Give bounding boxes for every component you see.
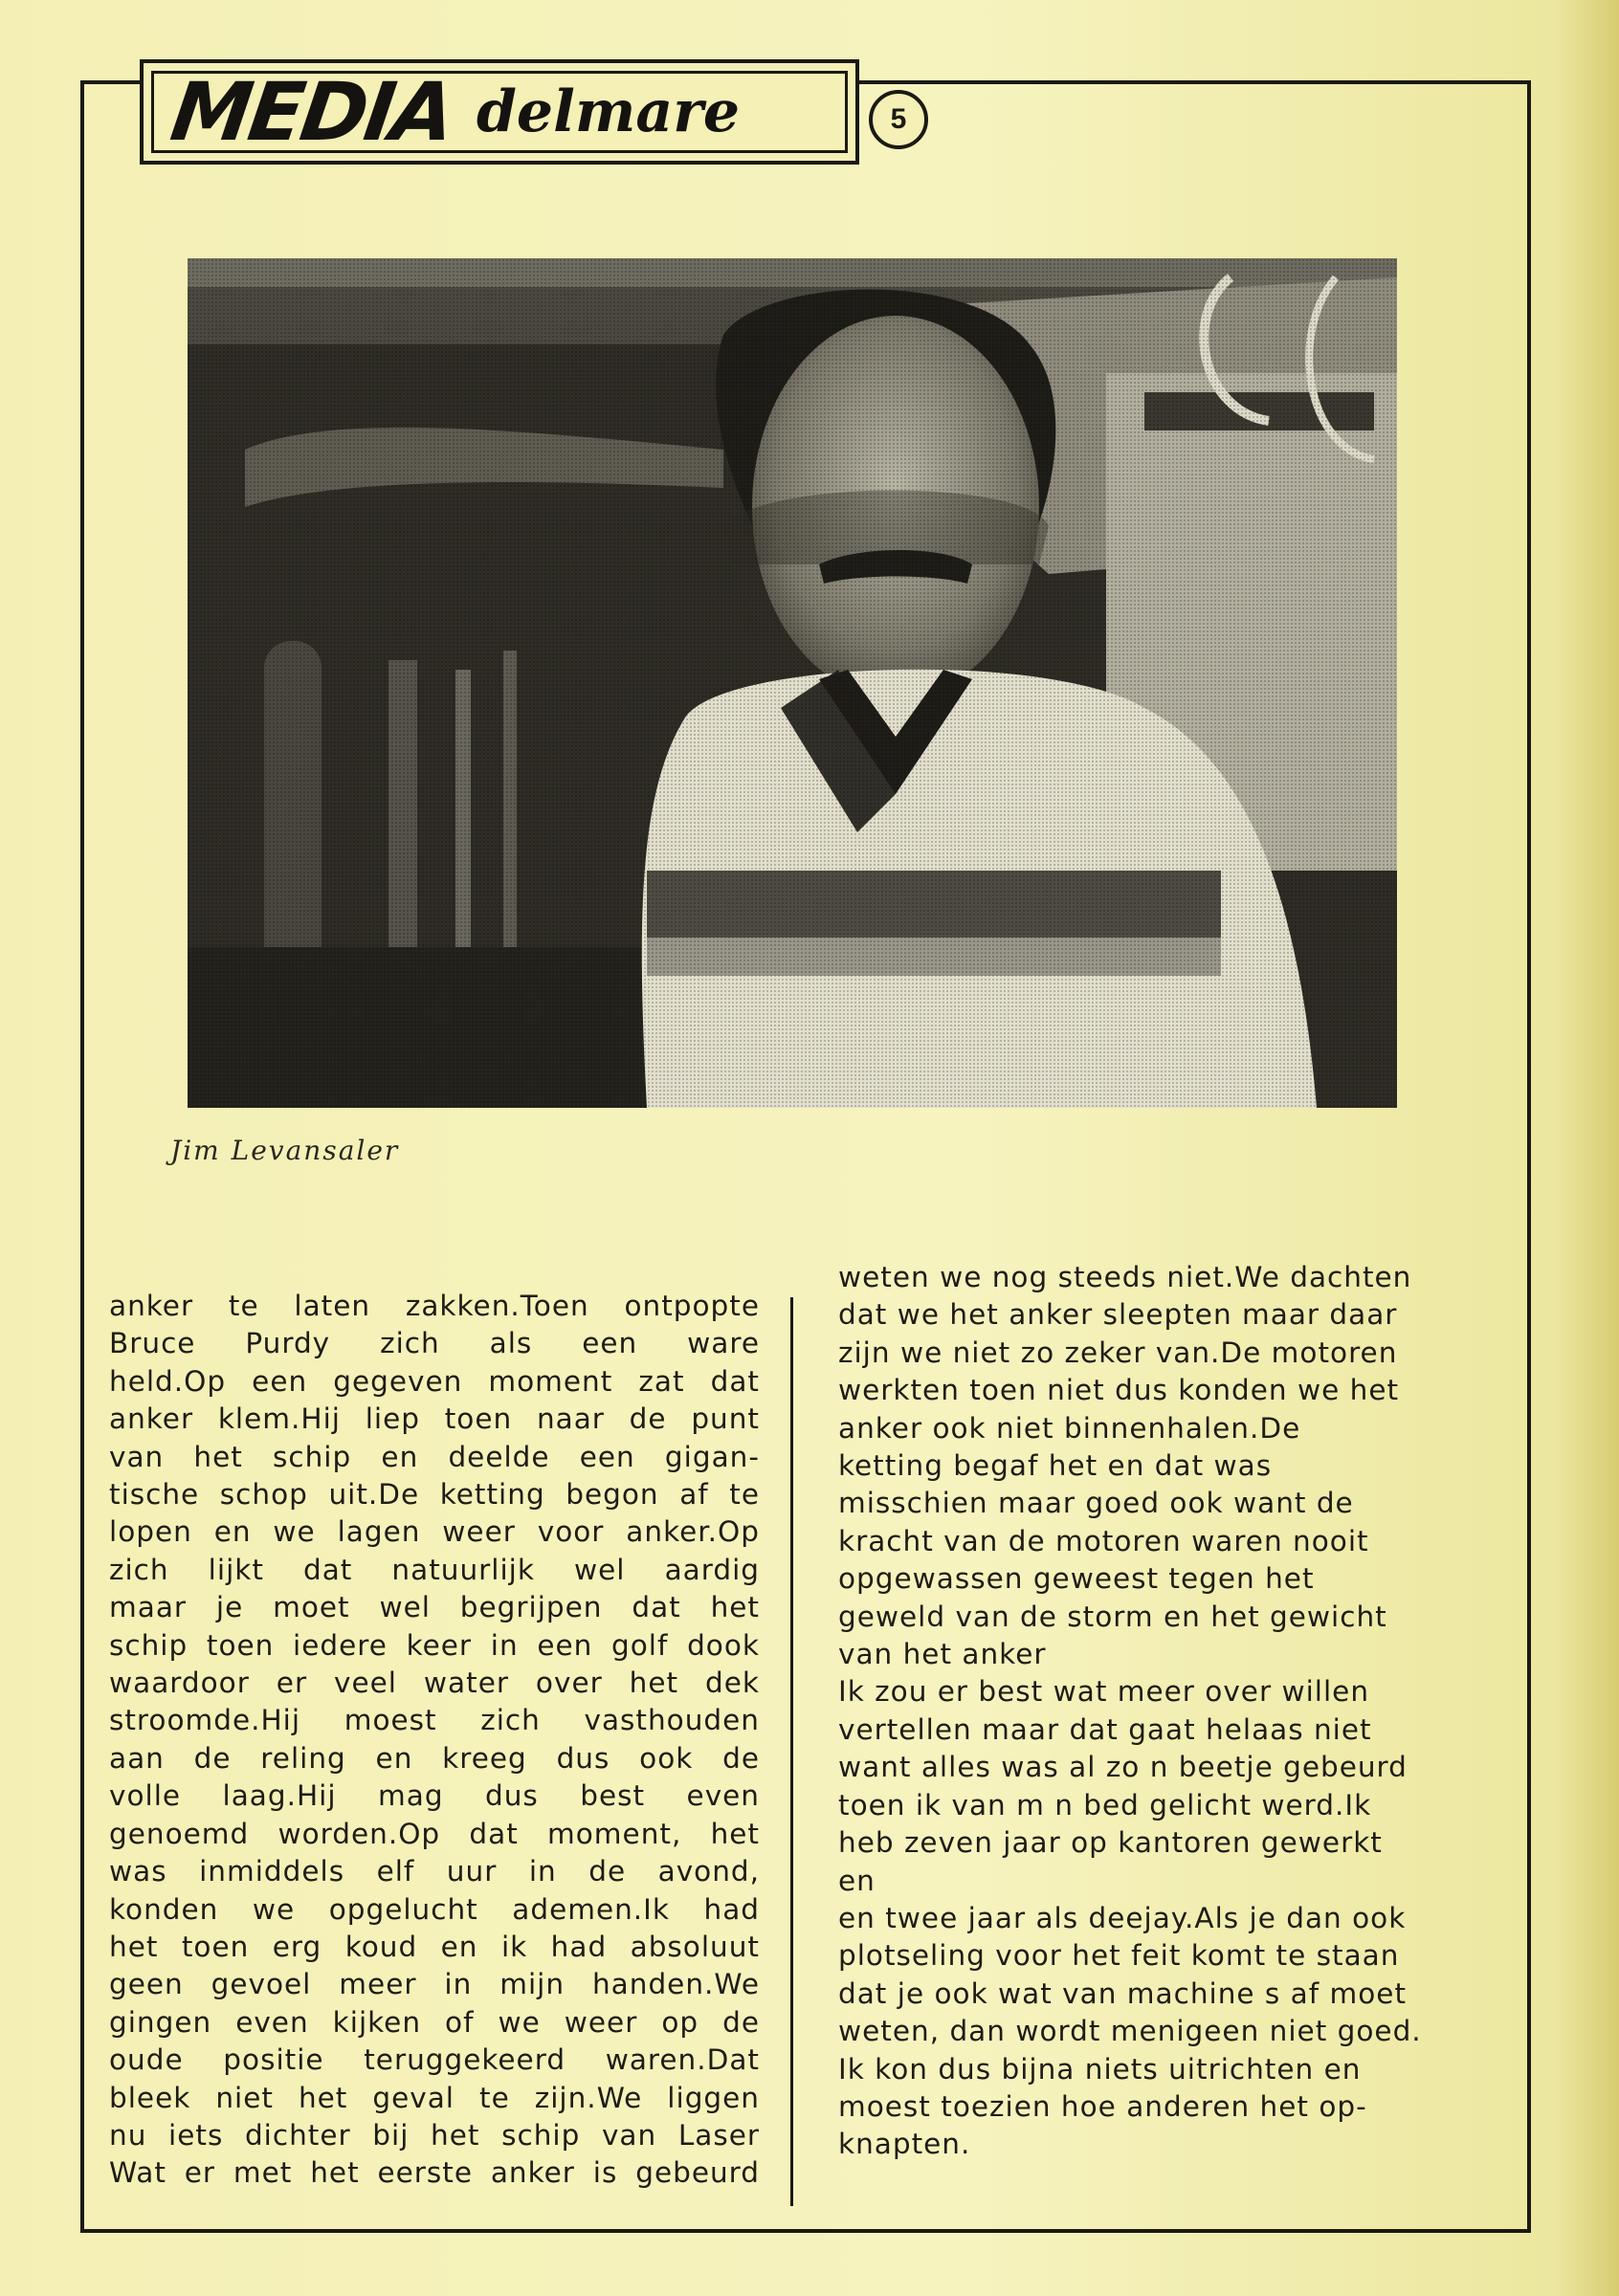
- page-number: 5: [869, 90, 928, 149]
- article-text-line: maar je moet wel begrijpen dat het: [109, 1591, 760, 1624]
- article-text-line: konden we opgelucht ademen.Ik had: [109, 1892, 760, 1926]
- article-text-line: anker te laten zakken.Toen ontpopte: [109, 1290, 760, 1322]
- brand-logo-delmare: delmare: [476, 78, 741, 145]
- article-text-line: geen gevoel meer in mijn handen.We: [109, 1968, 760, 2001]
- article-text-line: zijn we niet zo zeker van.De motoren: [838, 1336, 1398, 1369]
- article-text-line: kracht van de motoren waren nooit: [838, 1524, 1369, 1557]
- article-text-line: anker klem.Hij liep toen naar de punt: [109, 1402, 760, 1436]
- article-text-line: toen ik van m n bed gelicht werd.Ik: [838, 1788, 1372, 1821]
- article-text-line: Ik zou er best wat meer over willen: [838, 1675, 1370, 1709]
- article-text-line: en twee jaar als deejay.Als je dan ook: [838, 1901, 1407, 1934]
- article-text-line: en: [838, 1864, 876, 1897]
- article-text-line: van het schip en deelde een gigan-: [109, 1440, 760, 1473]
- article-text-line: held.Op een gegeven moment zat dat: [109, 1364, 760, 1398]
- article-text-line: Ik kon dus bijna niets uitrichten en: [838, 2052, 1362, 2086]
- article-text-line: schip toen iedere keer in een golf dook: [109, 1628, 760, 1662]
- article-text-line: zich lijkt dat natuurlijk wel aardig: [109, 1553, 760, 1586]
- article-text-line: geweld van de storm en het gewicht: [838, 1600, 1387, 1633]
- portrait-photo: [188, 258, 1397, 1108]
- article-text-line: weten, dan wordt menigeen niet goed.: [838, 2015, 1422, 2048]
- article-text-line: aan de reling en kreeg dus ook de: [109, 1741, 760, 1775]
- article-text-line: misschien maar goed ook want de: [838, 1487, 1354, 1520]
- article-text-line: nu iets dichter bij het schip van Laser: [109, 2118, 760, 2152]
- article-text-line: ketting begaf het en dat was: [838, 1449, 1273, 1483]
- article-text-line: genoemd worden.Op dat moment, het: [109, 1817, 760, 1850]
- article-text-line: lopen en we lagen weer voor anker.Op: [109, 1515, 760, 1549]
- article-text-line: want alles was al zo n beetje gebeurd: [838, 1751, 1408, 1784]
- article-text-line: knapten.: [838, 2128, 971, 2161]
- article-text-line: dat je ook wat van machine s af moet: [838, 1976, 1408, 2010]
- article-text-line: oude positie teruggekeerd waren.Dat: [109, 2043, 760, 2077]
- article-text-line: anker ook niet binnenhalen.De: [838, 1411, 1301, 1445]
- article-text-line: weten we nog steeds niet.We dachten: [838, 1261, 1412, 1293]
- article-text-line: vertellen maar dat gaat helaas niet: [838, 1712, 1372, 1746]
- article-text-line: tische schop uit.De ketting begon af te: [109, 1478, 760, 1512]
- article-text-line: stroomde.Hij moest zich vasthouden: [109, 1704, 760, 1737]
- brand-logo-media: MEDIA: [166, 65, 458, 159]
- article-text-line: bleek niet het geval te zijn.We liggen: [109, 2081, 760, 2114]
- masthead: [140, 59, 859, 165]
- article-text-line: gingen even kijken of we weer op de: [109, 2005, 760, 2039]
- column-divider: [790, 1297, 793, 2206]
- article-text-line: was inmiddels elf uur in de avond,: [109, 1855, 760, 1888]
- article-text-line: volle laag.Hij mag dus best even: [109, 1779, 760, 1813]
- article-text-line: Bruce Purdy zich als een ware: [109, 1327, 760, 1360]
- article-text-line: werkten toen niet dus konden we het: [838, 1374, 1400, 1407]
- article-text-line: van het anker: [838, 1638, 1047, 1671]
- article-text-line: heb zeven jaar op kantoren gewerkt: [838, 1826, 1383, 1860]
- article-text-line: moest toezien hoe anderen het op-: [838, 2089, 1367, 2123]
- article-text-line: het toen erg koud en ik had absoluut: [109, 1930, 760, 1963]
- article-text-line: plotseling voor het feit komt te staan: [838, 1939, 1400, 1973]
- article-column-right: [838, 1259, 1477, 2164]
- photo-caption: Jim Levansaler: [170, 1135, 400, 1166]
- article-text-line: waardoor er veel water over het dek: [109, 1667, 760, 1700]
- article-text-line: Wat er met het eerste anker is gebeurd: [109, 2156, 760, 2190]
- article-column-left: [109, 1288, 760, 2193]
- article-text-line: dat we het anker sleepten maar daar: [838, 1298, 1398, 1332]
- article-text-line: opgewassen geweest tegen het: [838, 1562, 1315, 1596]
